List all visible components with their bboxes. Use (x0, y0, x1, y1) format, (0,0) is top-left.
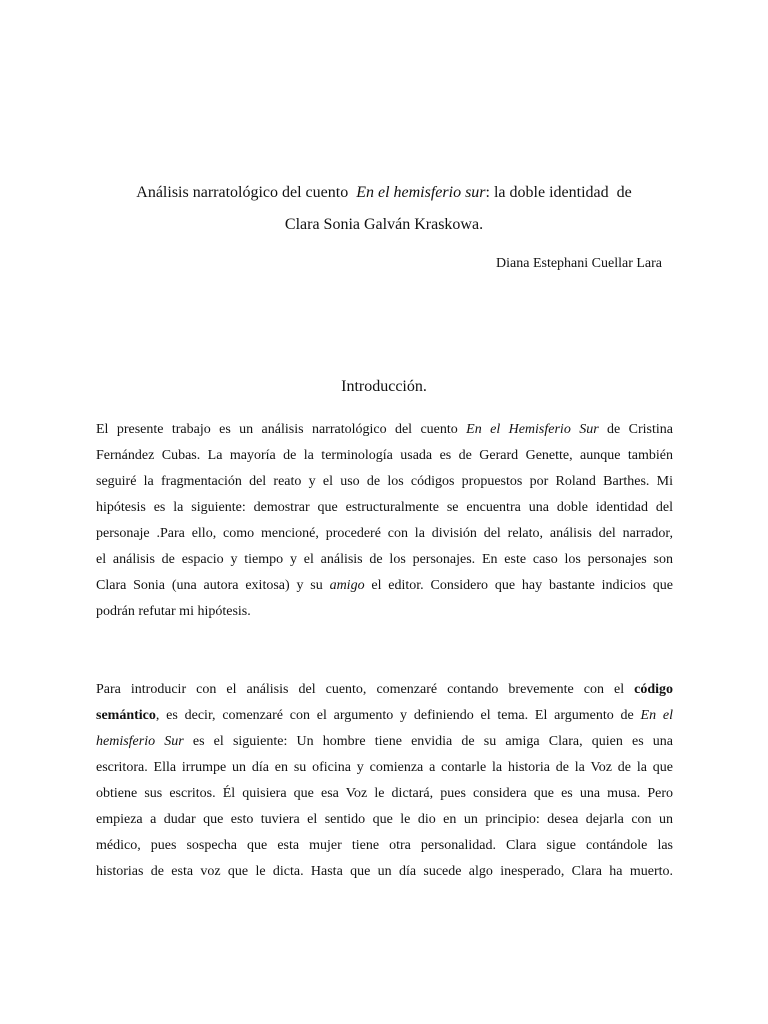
document-title-line-2: Clara Sonia Galván Kraskowa. (284, 216, 484, 233)
paragraph-line: personaje .Para ello, como mencioné, procederé con la división del relato, análisis del narrador, (96, 526, 673, 541)
document-title-line-1 (96, 178, 672, 208)
paragraph-line: empieza a dudar que esto tuviera el sentido que le dio en un principio: desea dejarla con un (96, 812, 673, 827)
paragraph-line: Fernández Cubas. La mayoría de la terminología usada es de Gerard Genette, aunque también (96, 448, 673, 463)
line-text: Clara Sonia (una autora exitosa) y su (96, 578, 330, 593)
paragraph-line: médico, pues sospecha que esta mujer tiene otra personalidad. Clara sigue contándole las (96, 838, 673, 853)
line-text: el editor. Considero que hay bastante indicios que (364, 578, 673, 593)
story-title-italic: hemisferio Sur (96, 734, 184, 749)
story-title-italic: En el (640, 708, 673, 723)
paragraph-line (96, 677, 673, 703)
paragraph-line: escritora. Ella irrumpe un día en su oficina y comienza a contarle la historia de la Voz de la que (96, 760, 673, 775)
paragraph-line: el análisis de espacio y tiempo y el análisis de los personajes. En este caso los personajes son (96, 552, 673, 567)
paragraph-line: historias de esta voz que le dicta. Hasta que un día sucede algo inesperado, Clara ha muerto. (96, 864, 673, 879)
paragraph-line: obtiene sus escritos. Él quisiera que esa Voz le dictará, pues considera que es una musa. Pero (96, 786, 673, 801)
paragraph-line (96, 703, 673, 729)
story-title-italic: En el Hemisferio Sur (466, 422, 599, 437)
title-story-name: En el hemisferio sur (356, 184, 486, 201)
line-text: de Cristina (598, 422, 673, 437)
line-text: , es decir, comenzaré con el argumento y definiendo el tema. El argumento de (155, 708, 641, 723)
author-name: Diana Estephani Cuellar Lara (496, 256, 662, 271)
paragraph-line (96, 729, 673, 755)
section-heading-introduction: Introducción. (341, 378, 427, 395)
title-text-prefix: Análisis narratológico del cuento (136, 184, 357, 201)
line-text: es el siguiente: Un hombre tiene envidia de su amiga Clara, quien es una (183, 734, 674, 749)
bold-term-semantico: semántico (96, 708, 156, 723)
paragraph-line: hipótesis es la siguiente: demostrar que estructuralmente se encuentra una doble identidad del (96, 500, 673, 515)
line-text: Para introducir con el análisis del cuento, comenzaré contando brevemente con el (96, 682, 635, 697)
intro-paragraph (96, 417, 673, 625)
title-text-suffix: : la doble identidad de (485, 184, 632, 201)
paragraph-line: seguiré la fragmentación del reato y el uso de los códigos propuestos por Roland Barthes. Mi (96, 474, 673, 489)
paragraph-line (96, 573, 673, 599)
line-text: El presente trabajo es un análisis narratológico del cuento (96, 422, 467, 437)
italic-word-amigo: amigo (329, 578, 365, 593)
body-paragraph (96, 677, 673, 885)
paragraph-line (96, 417, 673, 443)
bold-term-codigo: código (634, 682, 673, 697)
paragraph-line: podrán refutar mi hipótesis. (96, 604, 251, 619)
